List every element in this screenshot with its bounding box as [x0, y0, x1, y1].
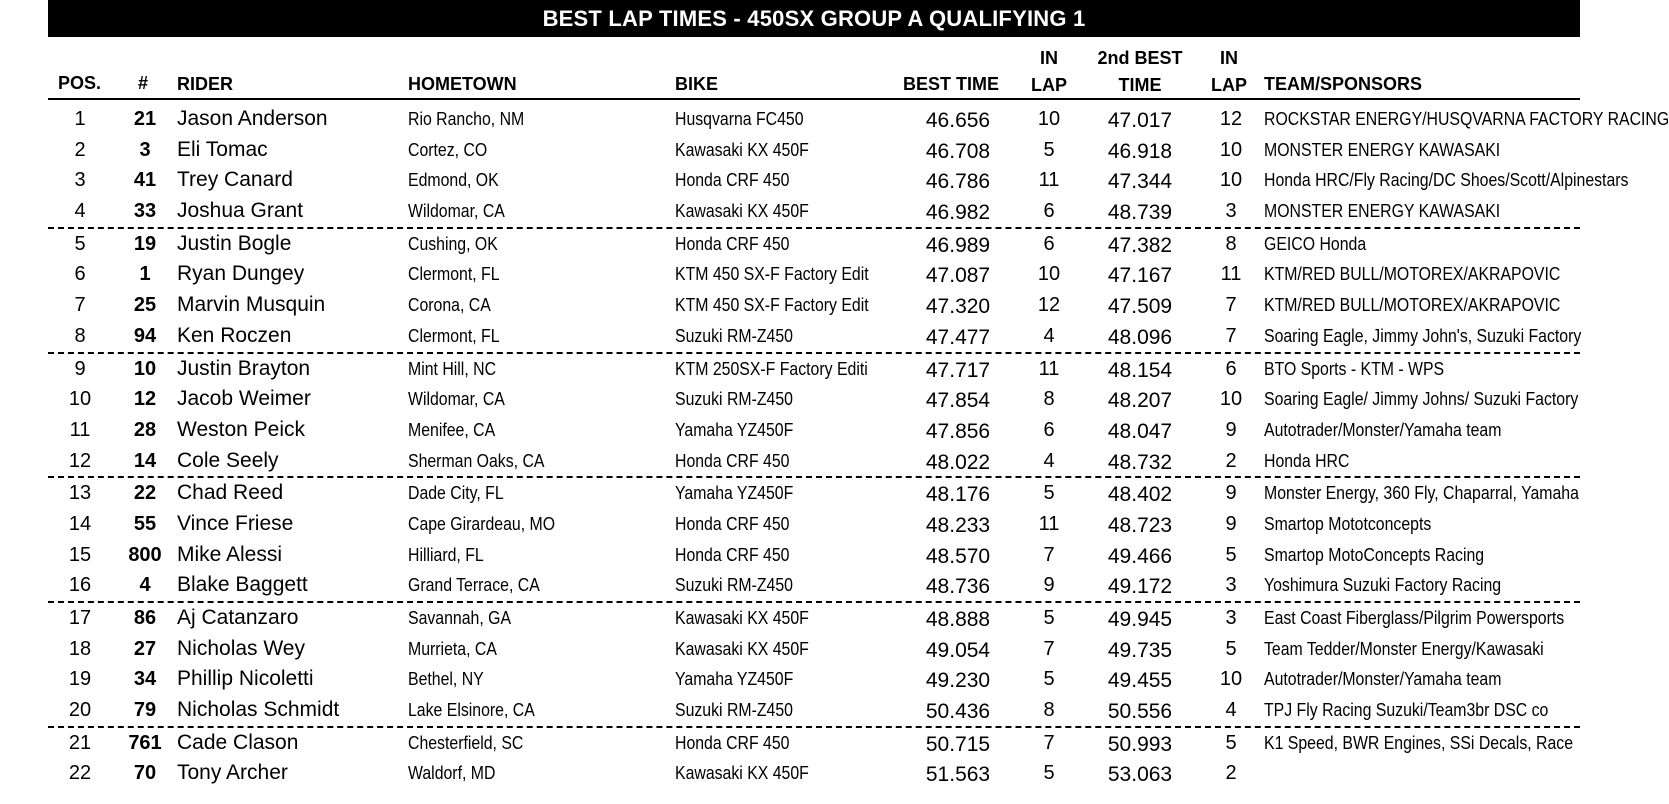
rider-name-cell: Justin Brayton	[177, 356, 311, 380]
table-row	[0, 290, 1580, 321]
rider-name-cell: Nicholas Schmidt	[177, 698, 340, 722]
position-cell: 4	[74, 200, 86, 223]
team-sponsors-clip	[1264, 290, 1580, 321]
bike-cell: Husqvarna FC450	[675, 109, 804, 129]
table-row	[0, 695, 1580, 726]
hometown-cell: Savannah, GA	[408, 608, 512, 628]
header-in-lap-1-top: IN	[1040, 48, 1058, 68]
header-number: #	[138, 73, 149, 93]
header-in-lap-2-top: IN	[1220, 48, 1238, 68]
second-best-lap-cell: 4	[1225, 699, 1237, 722]
bike-cell: Suzuki RM-Z450	[675, 700, 793, 721]
bike-cell: Suzuki RM-Z450	[675, 325, 793, 346]
second-best-time-cell: 47.344	[1107, 170, 1173, 194]
team-sponsors-clip	[1264, 634, 1580, 665]
best-time-cell: 46.982	[925, 201, 991, 225]
rider-name-cell: Tony Archer	[177, 761, 288, 785]
position-cell: 5	[74, 232, 86, 255]
best-time-cell: 49.230	[925, 669, 991, 693]
header-in-lap-2-bottom: LAP	[1211, 75, 1247, 95]
second-best-lap-cell: 10	[1219, 138, 1243, 161]
team-sponsors-clip	[1264, 509, 1580, 540]
header-in-lap-1	[1024, 45, 1074, 99]
second-best-lap-cell: 9	[1225, 512, 1237, 535]
best-time-cell: 46.989	[925, 233, 991, 257]
bike-cell: Honda CRF 450	[675, 513, 790, 534]
team-sponsors-cell: Team Tedder/Monster Energy/Kawasaki	[1264, 638, 1544, 659]
team-sponsors-cell: Autotrader/Monster/Yamaha team	[1264, 669, 1502, 690]
rider-number-cell: 10	[133, 357, 157, 380]
hometown-cell: Hilliard, FL	[408, 544, 484, 565]
rider-name-cell: Phillip Nicoletti	[177, 667, 314, 691]
rider-number-cell: 3	[139, 138, 151, 161]
second-best-lap-cell: 8	[1225, 232, 1237, 255]
hometown-cell: Sherman Oaks, CA	[408, 450, 545, 471]
hometown-cell: Grand Terrace, CA	[408, 575, 540, 596]
table-row	[0, 603, 1580, 634]
header-best-time: BEST TIME	[903, 74, 1000, 94]
second-best-lap-cell: 10	[1219, 388, 1243, 411]
second-best-lap-cell: 2	[1225, 449, 1237, 472]
best-time-cell: 48.888	[925, 608, 991, 631]
rider-number-cell: 761	[128, 731, 162, 754]
rider-number-cell: 19	[133, 232, 157, 255]
second-best-time-cell: 49.945	[1107, 608, 1173, 631]
team-sponsors-cell: MONSTER ENERGY KAWASAKI	[1264, 201, 1501, 222]
rider-name-cell: Cade Clason	[177, 730, 299, 754]
rider-number-cell: 34	[133, 668, 157, 691]
table-row	[0, 354, 1580, 385]
hometown-cell: Clermont, FL	[408, 264, 500, 285]
second-best-lap-cell: 2	[1225, 762, 1237, 785]
team-sponsors-cell: GEICO Honda	[1264, 233, 1367, 254]
table-row	[0, 104, 1669, 135]
header-in-lap-2	[1207, 45, 1251, 99]
team-sponsors-clip	[1264, 664, 1580, 695]
hometown-cell: Mint Hill, NC	[408, 358, 497, 379]
position-cell: 15	[68, 543, 92, 566]
best-time-cell: 47.477	[925, 325, 991, 349]
best-time-lap-cell: 11	[1038, 169, 1060, 192]
team-sponsors-cell: ROCKSTAR ENERGY/HUSQVARNA FACTORY RACING	[1264, 109, 1669, 129]
table-row	[0, 196, 1634, 227]
best-time-cell: 46.656	[925, 109, 991, 132]
team-sponsors-clip	[1264, 104, 1669, 135]
bike-cell: Yamaha YZ450F	[675, 669, 794, 690]
table-row	[0, 728, 1580, 759]
team-sponsors-cell: Soaring Eagle/ Jimmy Johns/ Suzuki Factory	[1264, 389, 1579, 410]
position-cell: 21	[68, 731, 92, 754]
row-group	[48, 601, 1580, 726]
second-best-time-cell: 48.207	[1107, 389, 1173, 413]
second-best-time-cell: 49.466	[1107, 544, 1173, 568]
header-in-lap-1-bottom: LAP	[1031, 75, 1067, 95]
table-row	[0, 540, 1580, 571]
team-sponsors-clip	[1264, 758, 1580, 789]
best-time-lap-cell: 11	[1038, 512, 1060, 535]
bike-cell: Honda CRF 450	[675, 544, 790, 565]
second-best-time-cell: 46.918	[1107, 139, 1173, 163]
best-time-cell: 47.856	[925, 419, 991, 443]
hometown-cell: Cortez, CO	[408, 139, 488, 160]
second-best-lap-cell: 7	[1225, 324, 1237, 347]
team-sponsors-cell: KTM/RED BULL/MOTOREX/AKRAPOVIC	[1264, 264, 1561, 285]
best-time-cell: 47.717	[925, 358, 991, 382]
best-time-lap-cell: 10	[1037, 263, 1061, 286]
second-best-lap-cell: 3	[1225, 574, 1237, 597]
team-sponsors-clip	[1264, 384, 1580, 415]
table-row	[0, 165, 1634, 196]
bike-cell: Kawasaki KX 450F	[675, 763, 809, 784]
rider-name-cell: Ken Roczen	[177, 323, 292, 347]
best-time-cell: 47.854	[925, 389, 991, 413]
team-sponsors-cell: Yoshimura Suzuki Factory Racing	[1264, 575, 1502, 596]
rider-number-cell: 22	[133, 482, 157, 505]
second-best-lap-cell: 10	[1219, 668, 1243, 691]
team-sponsors-clip	[1264, 540, 1580, 571]
rider-number-cell: 41	[133, 169, 157, 192]
hometown-cell: Wildomar, CA	[408, 201, 505, 222]
hometown-cell: Edmond, OK	[408, 170, 499, 191]
page-title: BEST LAP TIMES - 450SX GROUP A QUALIFYING 1	[48, 0, 1580, 37]
best-time-lap-cell: 4	[1043, 449, 1055, 472]
header-bike: BIKE	[675, 74, 719, 94]
position-cell: 14	[68, 512, 92, 535]
rider-number-cell: 27	[133, 637, 157, 660]
best-time-lap-cell: 5	[1043, 482, 1055, 505]
best-time-lap-cell: 6	[1043, 200, 1055, 223]
best-time-cell: 50.436	[925, 700, 991, 724]
best-time-lap-cell: 7	[1043, 637, 1055, 660]
bike-cell: Suzuki RM-Z450	[675, 575, 793, 596]
team-sponsors-clip	[1264, 135, 1580, 166]
hometown-cell: Lake Elsinore, CA	[408, 700, 535, 721]
second-best-time-cell: 48.732	[1107, 450, 1173, 474]
position-cell: 9	[74, 357, 86, 380]
rider-name-cell: Weston Peick	[177, 417, 305, 441]
hometown-cell: Bethel, NY	[408, 669, 484, 690]
team-sponsors-clip	[1264, 229, 1580, 260]
row-group	[48, 227, 1580, 352]
bike-cell: Kawasaki KX 450F	[675, 608, 809, 628]
team-sponsors-cell: Monster Energy, 360 Fly, Chaparral, Yamaha	[1264, 483, 1579, 504]
header-second-best-top: 2nd BEST	[1097, 48, 1183, 68]
rider-number-cell: 4	[139, 574, 151, 597]
team-sponsors-cell: East Coast Fiberglass/Pilgrim Powersports	[1264, 608, 1565, 628]
table-row	[0, 664, 1580, 695]
second-best-time-cell: 50.993	[1107, 732, 1173, 756]
bike-cell: Honda CRF 450	[675, 450, 790, 471]
row-group	[0, 104, 1669, 227]
position-cell: 19	[68, 668, 92, 691]
team-sponsors-clip	[1264, 446, 1580, 477]
rider-name-cell: Ryan Dungey	[177, 262, 305, 286]
second-best-time-cell: 53.063	[1107, 763, 1173, 787]
second-best-time-cell: 47.017	[1107, 109, 1173, 132]
best-time-lap-cell: 12	[1037, 294, 1061, 317]
hometown-cell: Wildomar, CA	[408, 389, 505, 410]
position-cell: 3	[74, 169, 86, 192]
hometown-cell: Menifee, CA	[408, 419, 496, 440]
hometown-cell: Chesterfield, SC	[408, 732, 524, 753]
second-best-time-cell: 47.382	[1107, 233, 1173, 257]
hometown-cell: Cushing, OK	[408, 233, 498, 254]
second-best-time-cell: 50.556	[1107, 700, 1173, 724]
bike-cell: KTM 250SX-F Factory Editi	[675, 358, 868, 379]
best-time-lap-cell: 11	[1038, 357, 1060, 380]
position-cell: 12	[68, 449, 92, 472]
hometown-cell: Corona, CA	[408, 295, 491, 316]
table-row	[0, 478, 1580, 509]
second-best-time-cell: 49.172	[1107, 575, 1173, 599]
best-time-lap-cell: 5	[1043, 762, 1055, 785]
position-cell: 13	[68, 482, 92, 505]
team-sponsors-clip	[1264, 728, 1580, 759]
rider-name-cell: Vince Friese	[177, 511, 294, 535]
second-best-lap-cell: 3	[1225, 200, 1237, 223]
table-row	[0, 135, 1634, 166]
best-time-cell: 46.786	[925, 170, 991, 194]
bike-cell: KTM 450 SX-F Factory Edit	[675, 295, 869, 316]
table-row	[0, 229, 1580, 260]
position-cell: 1	[74, 108, 86, 130]
second-best-time-cell: 47.509	[1107, 295, 1173, 319]
second-best-lap-cell: 5	[1225, 543, 1237, 566]
second-best-lap-cell: 9	[1225, 482, 1237, 505]
team-sponsors-cell: K1 Speed, BWR Engines, SSi Decals, Race	[1264, 732, 1574, 753]
rider-name-cell: Chad Reed	[177, 481, 284, 505]
header-rule	[48, 98, 1580, 100]
results-table	[0, 104, 1669, 789]
hometown-cell: Waldorf, MD	[408, 763, 496, 784]
hometown-cell: Clermont, FL	[408, 325, 500, 346]
position-cell: 10	[68, 388, 92, 411]
best-time-lap-cell: 10	[1037, 108, 1061, 130]
team-sponsors-clip	[1264, 415, 1580, 446]
team-sponsors-clip	[1264, 603, 1580, 634]
table-row	[0, 570, 1580, 601]
header-team-sponsors: TEAM/SPONSORS	[1264, 74, 1423, 94]
position-cell: 22	[68, 762, 92, 785]
second-best-lap-cell: 3	[1225, 607, 1237, 629]
team-sponsors-cell: TPJ Fly Racing Suzuki/Team3br DSC co	[1264, 700, 1549, 721]
rider-number-cell: 94	[133, 324, 157, 347]
rider-number-cell: 28	[133, 418, 157, 441]
best-time-cell: 48.022	[925, 450, 991, 474]
rider-name-cell: Trey Canard	[177, 168, 293, 192]
best-time-lap-cell: 7	[1043, 543, 1055, 566]
best-time-cell: 48.736	[925, 575, 991, 599]
bike-cell: Honda CRF 450	[675, 233, 790, 254]
team-sponsors-clip	[1264, 196, 1580, 227]
team-sponsors-cell: Honda HRC/Fly Racing/DC Shoes/Scott/Alpinestars	[1264, 170, 1629, 191]
bike-cell: Honda CRF 450	[675, 732, 790, 753]
second-best-time-cell: 48.096	[1107, 325, 1173, 349]
rider-name-cell: Joshua Grant	[177, 199, 304, 223]
best-time-lap-cell: 9	[1043, 574, 1055, 597]
best-time-lap-cell: 5	[1043, 607, 1055, 629]
header-hometown: HOMETOWN	[408, 74, 517, 94]
bike-cell: Suzuki RM-Z450	[675, 389, 793, 410]
rider-number-cell: 1	[139, 263, 151, 286]
position-cell: 7	[74, 294, 86, 317]
best-time-lap-cell: 5	[1043, 668, 1055, 691]
best-time-cell: 48.570	[925, 544, 991, 568]
best-time-lap-cell: 7	[1043, 731, 1055, 754]
team-sponsors-clip	[1264, 165, 1629, 196]
table-row	[0, 509, 1580, 540]
hometown-cell: Rio Rancho, NM	[408, 109, 525, 129]
second-best-time-cell: 49.455	[1107, 669, 1173, 693]
second-best-lap-cell: 9	[1225, 418, 1237, 441]
rider-name-cell: Nicholas Wey	[177, 636, 305, 660]
best-time-lap-cell: 6	[1043, 232, 1055, 255]
rider-number-cell: 79	[133, 699, 157, 722]
second-best-time-cell: 48.723	[1107, 513, 1173, 537]
best-time-cell: 48.233	[925, 513, 991, 537]
rider-name-cell: Blake Baggett	[177, 573, 308, 597]
team-sponsors-clip	[1264, 354, 1580, 385]
table-row	[0, 415, 1580, 446]
second-best-lap-cell: 10	[1219, 169, 1243, 192]
team-sponsors-cell: KTM/RED BULL/MOTOREX/AKRAPOVIC	[1264, 295, 1561, 316]
best-time-cell: 47.320	[925, 295, 991, 319]
position-cell: 11	[69, 418, 91, 441]
table-row	[0, 446, 1580, 477]
rider-name-cell: Marvin Musquin	[177, 293, 326, 317]
position-cell: 8	[74, 324, 86, 347]
bike-cell: Yamaha YZ450F	[675, 419, 794, 440]
best-time-cell: 48.176	[925, 483, 991, 507]
rider-name-cell: Cole Seely	[177, 448, 279, 472]
team-sponsors-cell: BTO Sports - KTM - WPS	[1264, 358, 1445, 379]
hometown-cell: Dade City, FL	[408, 483, 504, 504]
team-sponsors-cell: MONSTER ENERGY KAWASAKI	[1264, 139, 1501, 160]
rider-number-cell: 14	[133, 449, 157, 472]
header-second-best-bottom: TIME	[1118, 75, 1162, 95]
rider-name-cell: Jacob Weimer	[177, 387, 311, 411]
rider-number-cell: 33	[133, 200, 157, 223]
rider-name-cell: Eli Tomac	[177, 137, 268, 161]
bike-cell: Yamaha YZ450F	[675, 483, 794, 504]
table-row	[0, 259, 1580, 290]
best-time-cell: 46.708	[925, 139, 991, 163]
second-best-time-cell: 48.047	[1107, 419, 1173, 443]
bike-cell: Kawasaki KX 450F	[675, 139, 809, 160]
rider-number-cell: 12	[133, 388, 157, 411]
team-sponsors-clip	[1264, 321, 1580, 352]
rider-name-cell: Mike Alessi	[177, 542, 283, 566]
rider-number-cell: 25	[133, 294, 157, 317]
best-time-cell: 49.054	[925, 638, 991, 662]
best-time-lap-cell: 5	[1043, 138, 1055, 161]
table-row	[0, 384, 1580, 415]
second-best-lap-cell: 6	[1225, 357, 1237, 380]
best-time-cell: 47.087	[925, 264, 991, 288]
rider-number-cell: 800	[128, 543, 162, 566]
bike-cell: Kawasaki KX 450F	[675, 201, 809, 222]
bike-cell: KTM 450 SX-F Factory Edit	[675, 264, 869, 285]
hometown-cell: Murrieta, CA	[408, 638, 497, 659]
team-sponsors-cell: Soaring Eagle, Jimmy John's, Suzuki Factory	[1264, 325, 1582, 346]
best-time-cell: 51.563	[925, 763, 991, 787]
team-sponsors-cell: Smartop Mototconcepts	[1264, 513, 1432, 534]
row-group	[48, 476, 1580, 601]
second-best-time-cell: 48.402	[1107, 483, 1173, 507]
second-best-time-cell: 48.739	[1107, 201, 1173, 225]
table-row	[0, 321, 1580, 352]
position-cell: 2	[74, 138, 86, 161]
team-sponsors-clip	[1264, 695, 1580, 726]
rider-number-cell: 55	[133, 512, 157, 535]
bike-cell: Honda CRF 450	[675, 170, 790, 191]
position-cell: 16	[68, 574, 92, 597]
rider-name-cell: Jason Anderson	[177, 107, 328, 130]
best-time-cell: 50.715	[925, 732, 991, 756]
team-sponsors-cell: Smartop MotoConcepts Racing	[1264, 544, 1485, 565]
rider-number-cell: 21	[133, 108, 157, 130]
second-best-time-cell: 49.735	[1107, 638, 1173, 662]
best-time-lap-cell: 8	[1043, 388, 1055, 411]
best-time-lap-cell: 4	[1043, 324, 1055, 347]
position-cell: 20	[68, 699, 92, 722]
rider-number-cell: 70	[133, 762, 157, 785]
header-second-best-time	[1085, 45, 1195, 99]
position-cell: 17	[68, 607, 92, 629]
second-best-lap-cell: 7	[1225, 294, 1237, 317]
position-cell: 18	[68, 637, 92, 660]
team-sponsors-clip	[1264, 478, 1580, 509]
team-sponsors-cell: Autotrader/Monster/Yamaha team	[1264, 419, 1502, 440]
table-row	[0, 758, 1580, 789]
header-pos: POS.	[58, 73, 102, 93]
hometown-cell: Cape Girardeau, MO	[408, 513, 556, 534]
table-row	[0, 634, 1580, 665]
team-sponsors-clip	[1264, 570, 1580, 601]
second-best-lap-cell: 5	[1225, 731, 1237, 754]
second-best-lap-cell: 11	[1220, 263, 1242, 286]
second-best-time-cell: 48.154	[1107, 358, 1173, 382]
team-sponsors-cell: Honda HRC	[1264, 450, 1350, 471]
header-rider: RIDER	[177, 74, 234, 94]
second-best-time-cell: 47.167	[1107, 264, 1173, 288]
row-group	[48, 726, 1580, 789]
best-time-lap-cell: 6	[1043, 418, 1055, 441]
second-best-lap-cell: 12	[1219, 108, 1243, 130]
rider-number-cell: 86	[133, 607, 157, 629]
second-best-lap-cell: 5	[1225, 637, 1237, 660]
rider-name-cell: Justin Bogle	[177, 231, 292, 255]
row-group	[48, 352, 1580, 477]
rider-name-cell: Aj Catanzaro	[177, 606, 299, 629]
bike-cell: Kawasaki KX 450F	[675, 638, 809, 659]
team-sponsors-clip	[1264, 259, 1580, 290]
best-time-lap-cell: 8	[1043, 699, 1055, 722]
position-cell: 6	[74, 263, 86, 286]
